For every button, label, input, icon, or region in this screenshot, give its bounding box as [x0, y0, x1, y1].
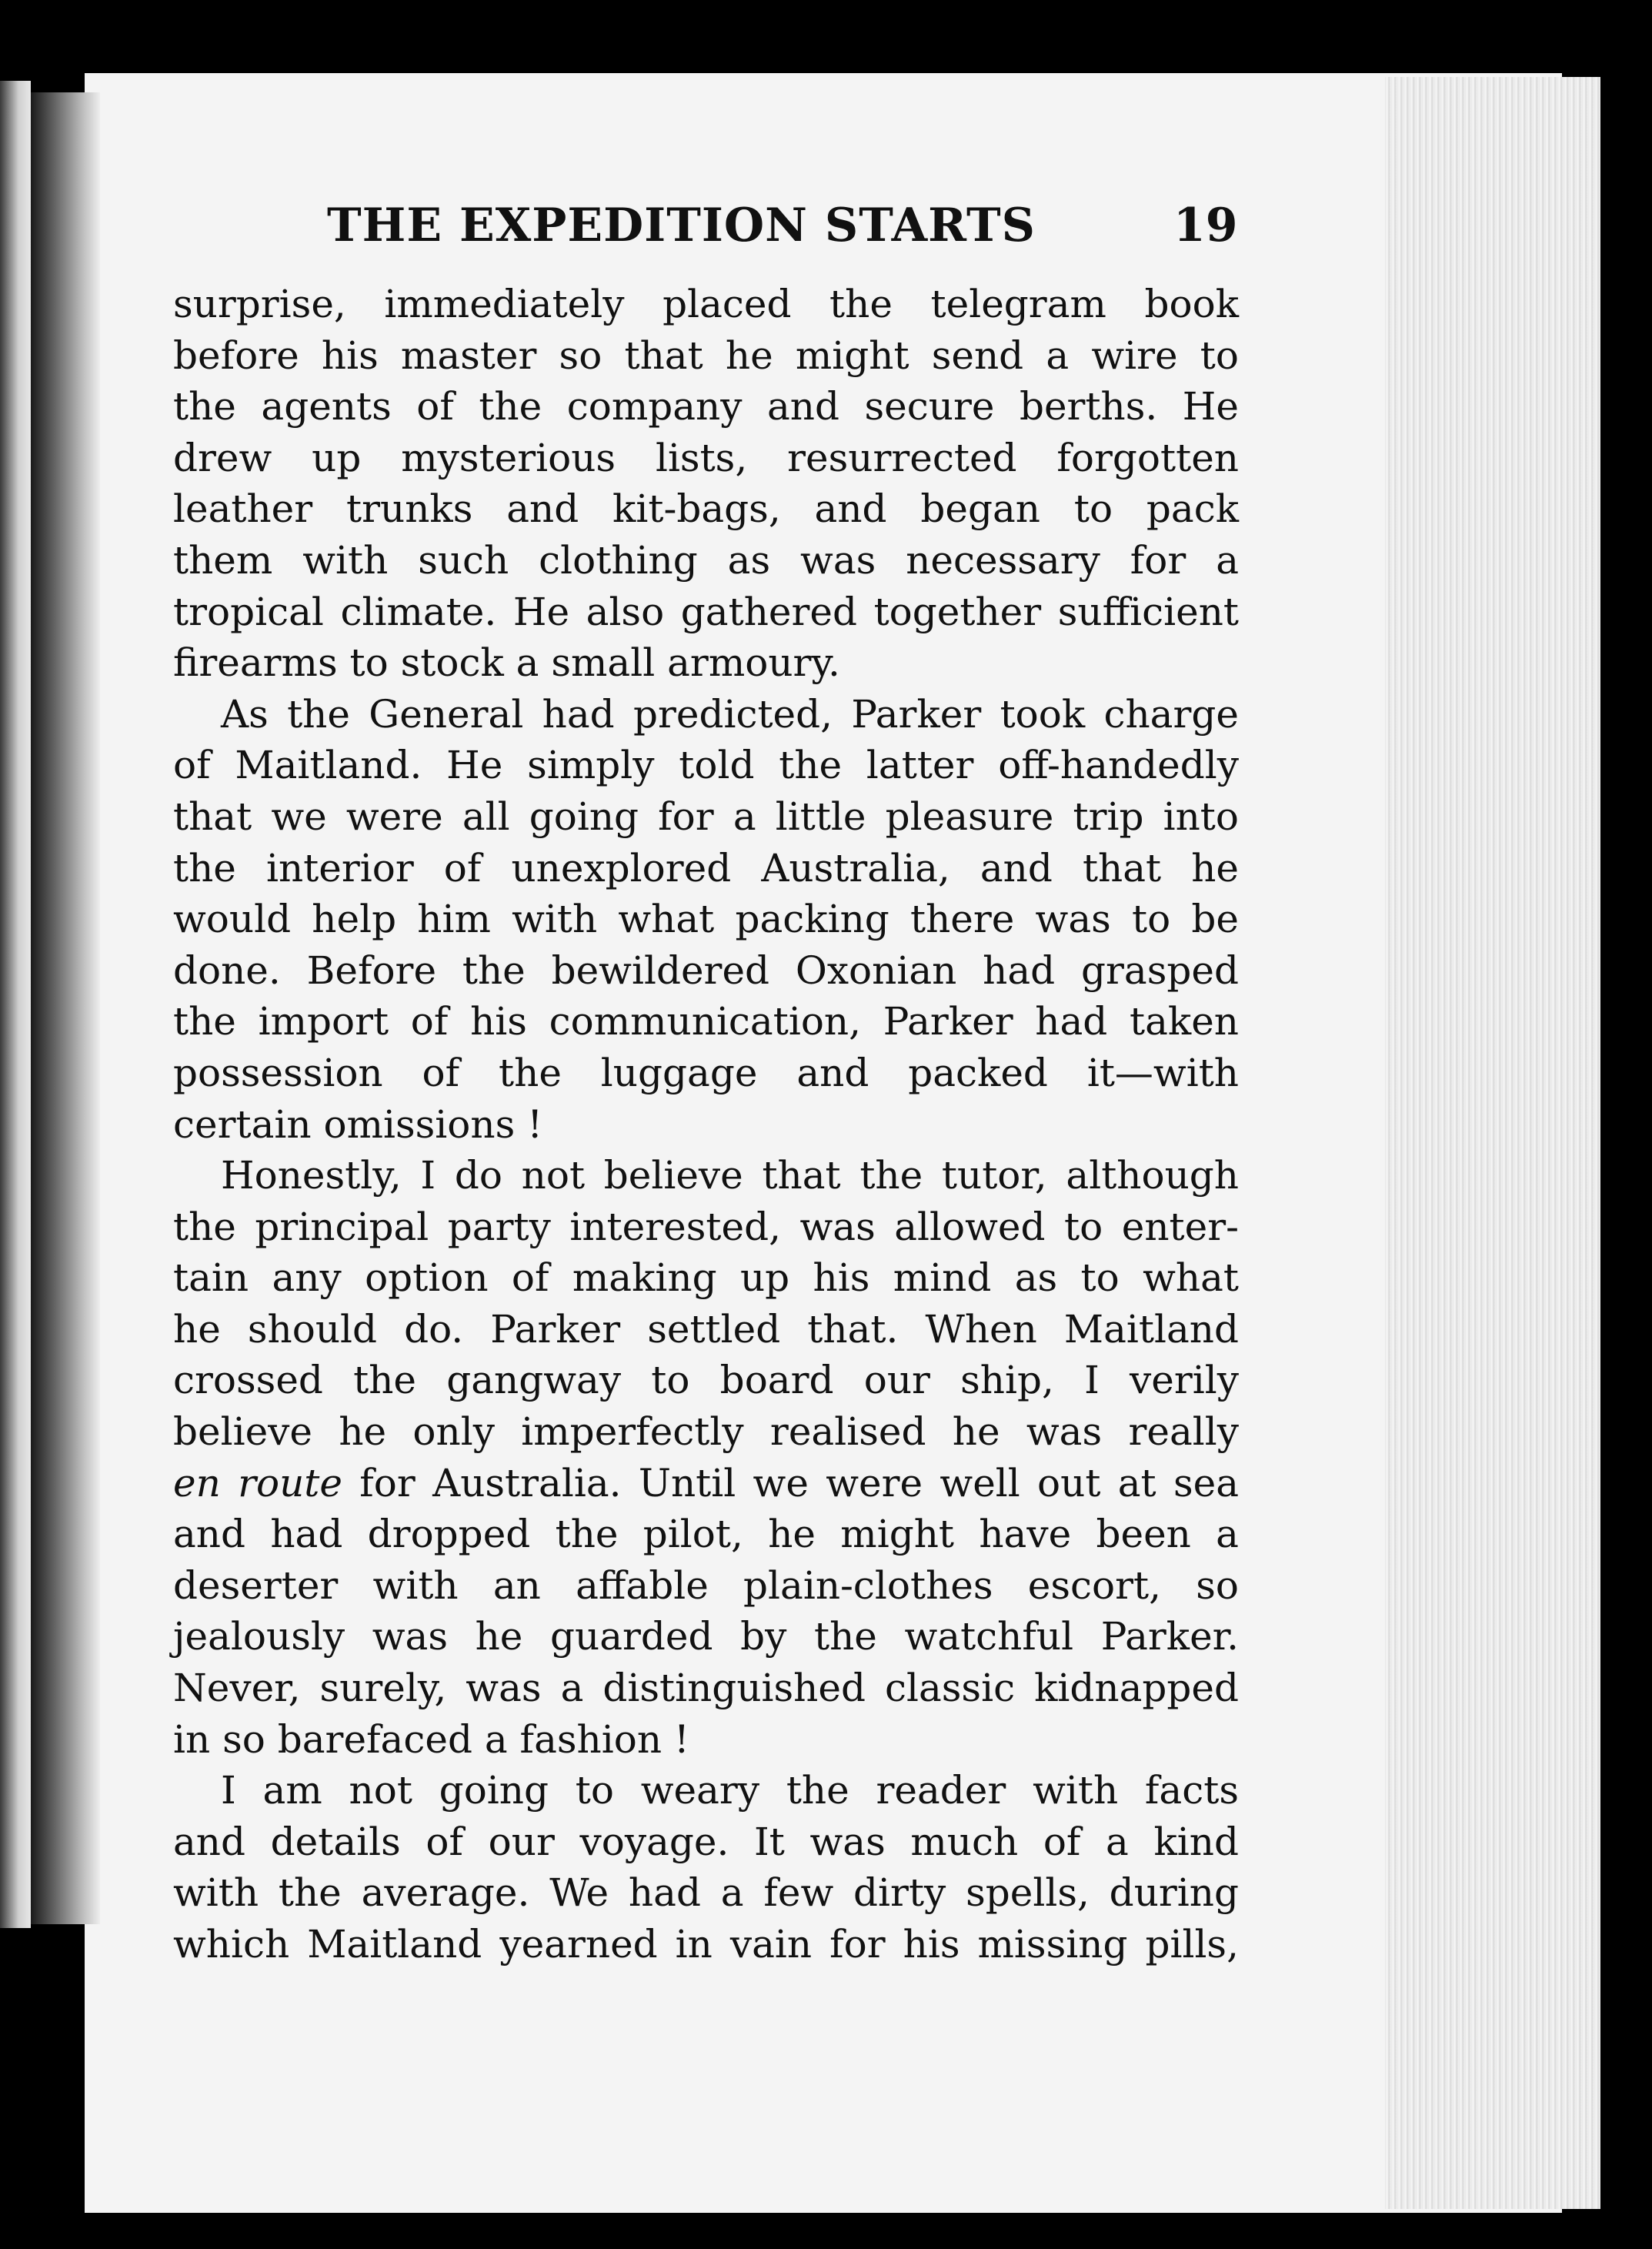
text-line [173, 1048, 1239, 1099]
line-text: with the average. We had a few dirty spells, during [173, 1870, 1239, 1916]
text-line [173, 1560, 1239, 1612]
text-line [173, 279, 1239, 330]
background-bottom [0, 2213, 1652, 2249]
text-line [173, 1816, 1239, 1868]
line-text: surprise, immediately placed the telegram book [173, 282, 1239, 326]
text-line [173, 1252, 1239, 1304]
line-text: the import of his communication, Parker had taken [173, 999, 1239, 1044]
line-text: tain any option of making up his mind as to what [173, 1255, 1239, 1301]
running-head: THE EXPEDITION STARTS [327, 199, 1036, 252]
text-line [173, 535, 1239, 586]
italic-phrase: en route [173, 1460, 342, 1505]
text-line [173, 1201, 1239, 1253]
book-gutter [31, 92, 100, 1924]
line-text: tropical climate. He also gathered together sufficient [173, 589, 1239, 634]
line-text: crossed the gangway to board our ship, I verily [173, 1358, 1239, 1403]
line-text: which Maitland yearned in vain for his missing pills, [173, 1922, 1239, 1967]
text-line [173, 1099, 1239, 1151]
text-line [173, 894, 1239, 945]
line-text: the interior of unexplored Australia, and that he [173, 845, 1239, 891]
line-text: that we were all going for a little pleasure trip into [173, 794, 1239, 839]
line-text: As the General had predicted, Parker took charge [221, 691, 1239, 737]
line-text: of Maitland. He simply told the latter off-handedly [173, 743, 1239, 788]
line-text: for Australia. Until we were well out at sea [342, 1460, 1240, 1505]
text-line [173, 1406, 1239, 1458]
line-text: before his master so that he might send a wire to [173, 333, 1239, 378]
text-line [173, 1867, 1239, 1919]
line-text: Never, surely, was a distinguished classic kidnapped [173, 1666, 1239, 1711]
line-text: possession of the luggage and packed it—with [173, 1050, 1239, 1095]
line-text: firearms to stock a small armoury. [173, 640, 840, 686]
text-line [173, 1150, 1239, 1201]
text-line [173, 1714, 1239, 1766]
line-text: believe he only imperfectly realised he was really [173, 1409, 1239, 1455]
text-line [173, 843, 1239, 894]
text-line [173, 689, 1239, 740]
line-text: deserter with an affable plain-clothes escort, so [173, 1562, 1239, 1608]
text-line [173, 1304, 1239, 1355]
line-text: done. Before the bewildered Oxonian had grasped [173, 947, 1239, 993]
line-text: the agents of the company and secure berths. He [173, 384, 1239, 429]
line-text: would help him with what packing there was to be [173, 897, 1239, 942]
text-line [173, 996, 1239, 1048]
text-line [173, 945, 1239, 997]
background-right [1600, 69, 1652, 2249]
text-line [173, 586, 1239, 638]
line-text: in so barefaced a fashion ! [173, 1716, 690, 1762]
text-line [173, 1355, 1239, 1406]
line-text: I am not going to weary the reader with facts [221, 1768, 1239, 1813]
line-text: certain omissions ! [173, 1101, 543, 1147]
facing-page-edge [0, 81, 31, 1928]
text-line [173, 1663, 1239, 1714]
line-text: and had dropped the pilot, he might have been a [173, 1512, 1239, 1557]
text-line [173, 1919, 1239, 1970]
text-line [173, 1611, 1239, 1663]
text-line [173, 330, 1239, 382]
line-text: jealously was he guarded by the watchful Parker. [173, 1614, 1239, 1659]
text-line [173, 1458, 1239, 1509]
page-number: 19 [1173, 199, 1238, 252]
line-text: and details of our voyage. It was much of a kind [173, 1819, 1239, 1864]
line-text: drew up mysterious lists, resurrected forgotten [173, 435, 1239, 480]
line-text: them with such clothing as was necessary for a [173, 537, 1239, 583]
text-line [173, 433, 1239, 484]
line-text: the principal party interested, was allowed to enter- [173, 1204, 1239, 1249]
text-line [173, 1509, 1239, 1560]
text-line [173, 740, 1239, 791]
text-line [173, 381, 1239, 433]
text-line [173, 791, 1239, 843]
text-line [173, 483, 1239, 535]
text-line [173, 1765, 1239, 1816]
line-text: leather trunks and kit-bags, and began to pack [173, 486, 1239, 532]
line-text: Honestly, I do not believe that the tutor, although [221, 1153, 1239, 1198]
body-text [173, 279, 1239, 1970]
page-edges [1385, 77, 1608, 2209]
line-text: he should do. Parker settled that. When Maitland [173, 1306, 1239, 1352]
text-line [173, 637, 1239, 689]
